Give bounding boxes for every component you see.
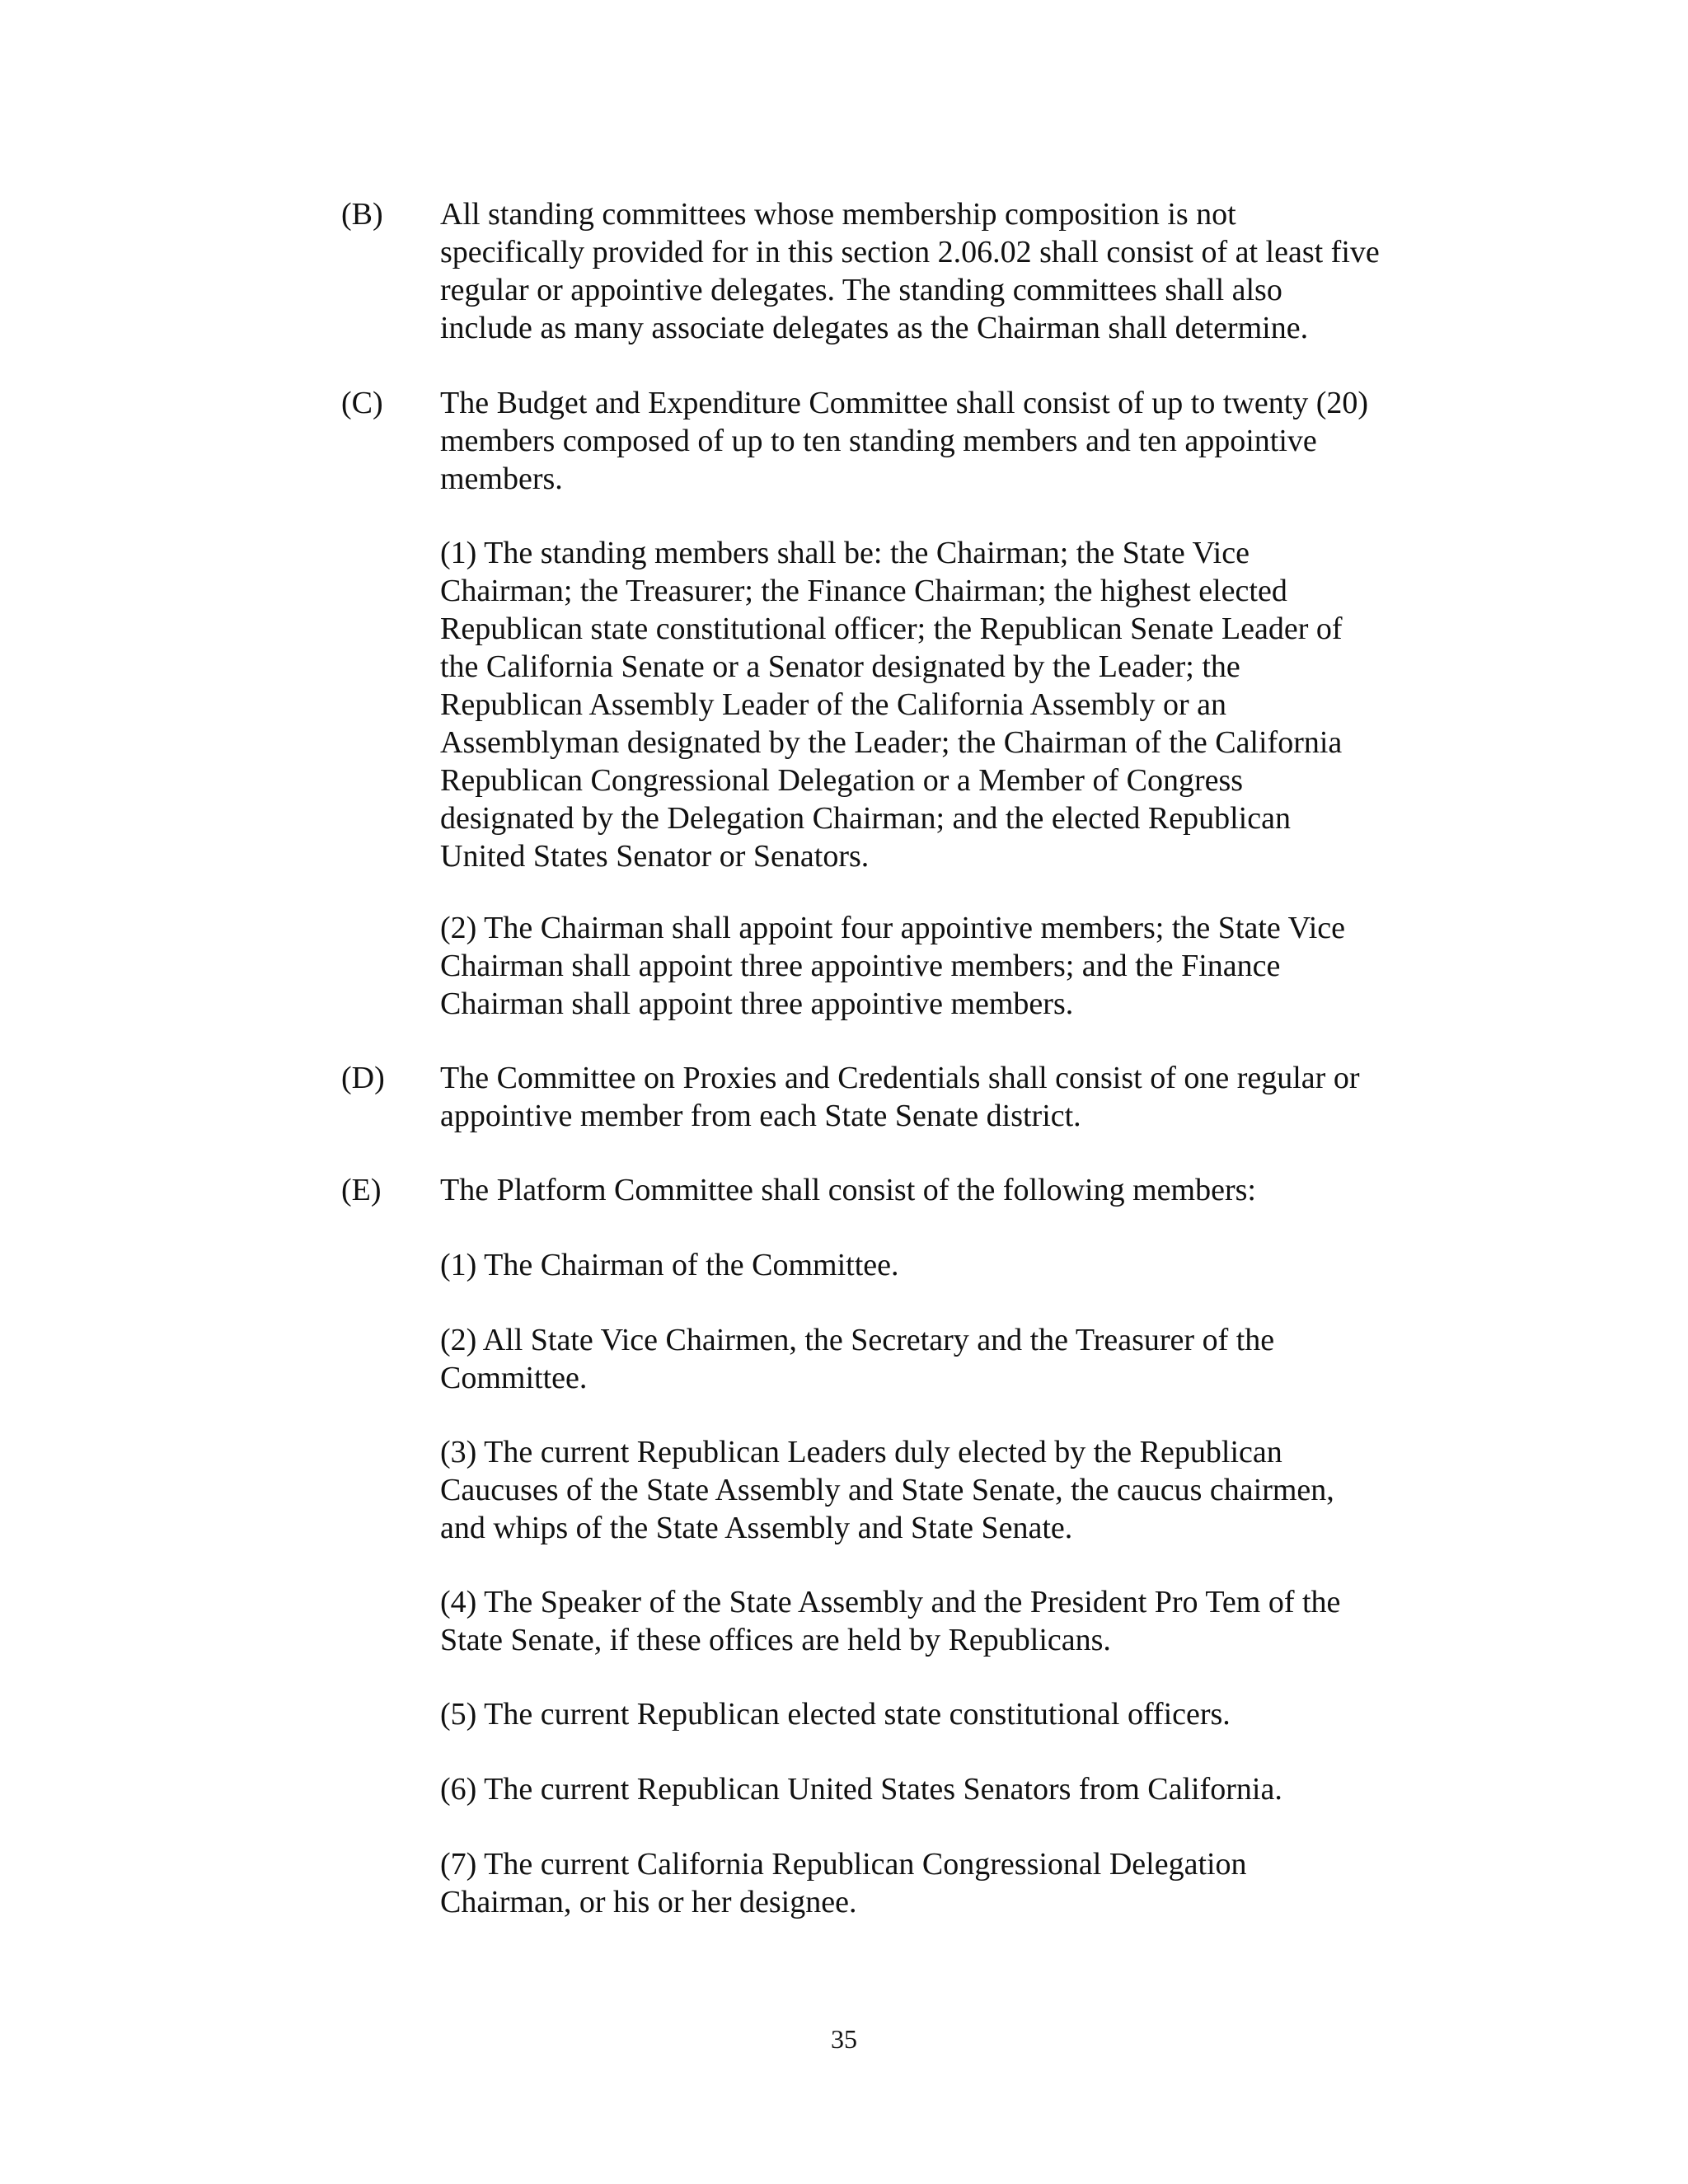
text-line: (5) The current Republican elected state constitutional officers.	[440, 1697, 1231, 1732]
section-c-subitem-2	[440, 909, 1462, 1023]
text-line: The Budget and Expenditure Committee shall consist of up to twenty (20)	[440, 386, 1369, 420]
text-line: (7) The current California Republican Congressional Delegation	[440, 1847, 1247, 1882]
section-c-text	[440, 384, 1462, 498]
text-line: include as many associate delegates as the Chairman shall determine.	[440, 311, 1309, 345]
text-line: (1) The Chairman of the Committee.	[440, 1248, 899, 1282]
section-e-subitem-7	[440, 1845, 1462, 1921]
text-line: (2) All State Vice Chairmen, the Secretary and the Treasurer of the	[440, 1323, 1275, 1357]
text-line: United States Senator or Senators.	[440, 839, 870, 874]
text-line: designated by the Delegation Chairman; and the elected Republican	[440, 801, 1291, 836]
page-number: 35	[831, 2024, 857, 2054]
section-e-subitem-6	[440, 1770, 1462, 1808]
text-line: (1) The standing members shall be: the Chairman; the State Vice	[440, 536, 1250, 570]
text-line: Chairman, or his or her designee.	[440, 1885, 857, 1919]
text-line: Chairman shall appoint three appointive members; and the Finance	[440, 949, 1281, 983]
section-e-subitem-1	[440, 1246, 1462, 1284]
section-c-subitem-1	[440, 534, 1462, 875]
section-e-subitem-2	[440, 1321, 1462, 1397]
section-e-marker: (E)	[341, 1173, 382, 1207]
text-line: Assemblyman designated by the Leader; the Chairman of the California	[440, 725, 1343, 760]
text-line: appointive member from each State Senate district.	[440, 1099, 1081, 1133]
section-c-marker: (C)	[341, 386, 383, 420]
text-line: Caucuses of the State Assembly and State Senate, the caucus chairmen,	[440, 1473, 1334, 1507]
text-line: The Platform Committee shall consist of the following members:	[440, 1173, 1256, 1207]
text-line: Chairman shall appoint three appointive members.	[440, 987, 1074, 1021]
text-line: members.	[440, 462, 563, 496]
text-line: All standing committees whose membership composition is not	[440, 197, 1236, 232]
text-line: (2) The Chairman shall appoint four appointive members; the State Vice	[440, 911, 1346, 945]
section-e-subitem-3	[440, 1433, 1462, 1547]
section-b-text	[440, 195, 1462, 347]
section-e-text	[440, 1171, 1462, 1209]
text-line: regular or appointive delegates. The standing committees shall also	[440, 273, 1282, 307]
section-e-subitem-4	[440, 1583, 1462, 1659]
text-line: State Senate, if these offices are held by Republicans.	[440, 1623, 1111, 1657]
section-b-marker: (B)	[341, 197, 383, 232]
text-line: and whips of the State Assembly and State Senate.	[440, 1511, 1073, 1545]
text-line: Republican Assembly Leader of the California Assembly or an	[440, 687, 1226, 722]
text-line: Committee.	[440, 1361, 588, 1395]
text-line: specifically provided for in this section 2.06.02 shall consist of at least five	[440, 235, 1380, 269]
text-line: the California Senate or a Senator designated by the Leader; the	[440, 649, 1240, 684]
text-line: Republican state constitutional officer; the Republican Senate Leader of	[440, 612, 1343, 646]
section-d-marker: (D)	[341, 1061, 385, 1095]
section-d-text	[440, 1059, 1462, 1135]
text-line: The Committee on Proxies and Credentials shall consist of one regular or	[440, 1061, 1360, 1095]
text-line: Chairman; the Treasurer; the Finance Chairman; the highest elected	[440, 574, 1287, 608]
text-line: Republican Congressional Delegation or a Member of Congress	[440, 763, 1244, 798]
text-line: (6) The current Republican United States Senators from California.	[440, 1772, 1282, 1807]
text-line: (3) The current Republican Leaders duly elected by the Republican	[440, 1435, 1282, 1469]
section-e-subitem-5	[440, 1695, 1462, 1733]
text-line: members composed of up to ten standing members and ten appointive	[440, 424, 1317, 458]
text-line: (4) The Speaker of the State Assembly and the President Pro Tem of the	[440, 1585, 1341, 1619]
